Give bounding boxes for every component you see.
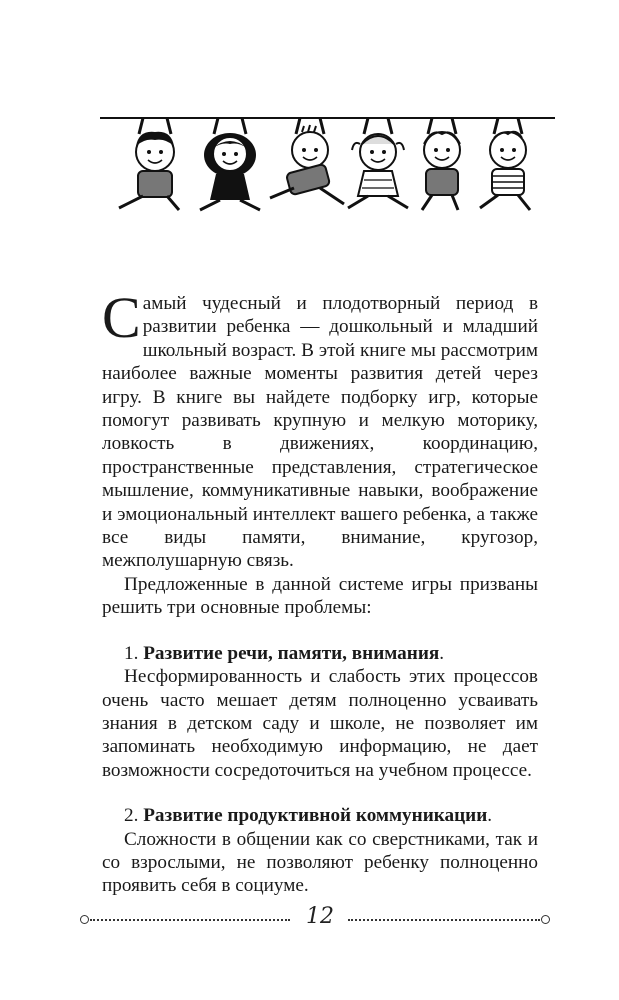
section-2-heading: 2. Развитие продуктивной коммуникации. [124,805,493,827]
second-paragraph: Предложенные в данной системе игры призваны решить три основные проблемы: [102,573,538,619]
child-figure [270,118,344,204]
section-1-heading: 1. Развитие речи, памяти, внимания. [124,642,445,664]
footer-dotted-line [90,919,290,921]
intro-paragraph [102,285,538,573]
child-figure [422,118,460,210]
section-2-body: Сложности в общении как со сверстниками, так и со взрослыми, не позволяют ребенку полноценно проявить себя в социуме. [102,828,538,897]
intro-text: амый чудесный и плодотворный период в развитии ребенка — дошкольный и младший школьный возраст. В этой книге мы рассмотрим наиболее важные моменты развития детей через игру. В книге вы найдете подборку игр, которые помогут развивать крупную и мелкую моторику, ловкость в движениях, координацию, пространственные представления, стратегическое мышление, коммуникативные навыки, воображение и эмоциональный интеллект вашего ребенка, а также все виды памяти, внимание, кругозор, межполушарную связь. [102,293,538,572]
child-figure [119,118,179,210]
child-figure [348,118,408,208]
page-footer [80,904,550,932]
section-2-title: Развитие продуктивной коммуникации [143,805,488,827]
child-figure [200,118,260,210]
section-1-body: Несформированность и слабость этих процессов очень часто мешает детям полноценно усваивать знания в детском саду и школе, не позволяет им запоминать необходимую информацию, не дает возможности сосредоточиться на учебном процессе. [102,666,538,781]
page-number: 12 [306,904,334,929]
text-block [102,285,538,898]
drop-cap: С [102,285,141,350]
section-1-title: Развитие речи, памяти, внимания [143,642,440,664]
footer-dotted-line [348,919,540,921]
hanging-children-illustration [100,100,560,220]
footer-ornament [541,915,550,924]
footer-ornament [80,915,89,924]
child-figure [480,118,530,210]
